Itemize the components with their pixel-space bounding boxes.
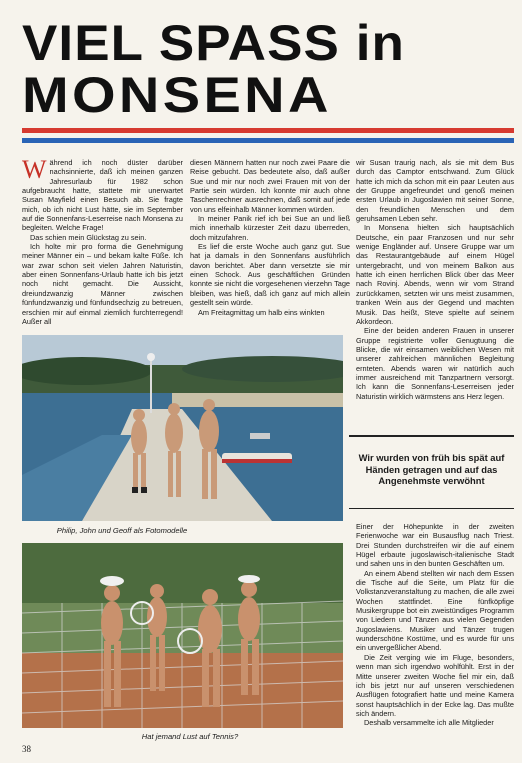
jetty-image <box>22 335 343 521</box>
col1-paragraph-1: ährend ich noch düster darüber nachsinnierte, daß ich meinen ganzen Jahresurlaub für 1982 schon aufgebraucht hatte, stattete mir unerwartet Susan Mayfield einen Besuch ab. Sie fragte mich, ob ich nicht Lust hätte, sie im September auf die Sonnenfans-Leserreise nach Monsena zu begleiten. Welche Frage! <box>22 158 183 233</box>
caption-photo-2: Hat jemand Lust auf Tennis? <box>141 732 239 741</box>
caption-photo-1: Philip, John und Geoff als Fotomodelle <box>56 526 188 535</box>
col1-paragraph-3: Ich holte mir pro forma die Genehmigung meiner Männer ein – und bekam kalte Füße. Ich war zwar schon seit vielen Jahren Naturistin, aber einen Sonnenfans-Urlaub hatte ich bis jetzt noch nicht gemacht. Die Aussicht, dreiundzwanzig Männer zwischen fünfundzwanzig und fünfundsechzig zu betreuen, erschien mir auf einmal ziemlich furchterregend! Außer all <box>22 242 183 326</box>
column-1 <box>22 155 183 326</box>
tennis-image <box>22 543 343 728</box>
subheading-rule-bottom <box>349 508 514 509</box>
column-3-bottom <box>356 522 514 728</box>
headline-line-2: MONSENA <box>22 67 332 123</box>
col3b-paragraph-3: Die Zeit verging wie im Fluge, besonders, wenn man sich irgendwo wohlfühlt. Erst in der Mitte unserer zweiten Woche fiel mir ein, daß ich bis jetzt nur auf unseren verschiedenen Ausflügen fotografiert hatte und meine Kamera sonst hauptsächlich in der Ecke lag. Das mußte sich ändern. <box>356 652 514 718</box>
page-number: 38 <box>22 744 31 754</box>
col2-paragraph-2: In meiner Panik rief ich bei Sue an und ließ mich innerhalb kürzester Zeit dazu überreden, doch mitzufahren. <box>190 214 350 242</box>
col2-paragraph-4: Am Freitagmittag um halb eins winkten <box>198 307 325 317</box>
blue-stripe <box>22 138 514 143</box>
drop-cap: W <box>22 155 47 184</box>
col3b-paragraph-1: Einer der Höhepunkte in der zweiten Ferienwoche war ein Busausflug nach Triest. Drei Stunden durchstreifen wir die auf einem Hügel erbaute jugoslawisch-italienische Stadt und sahen uns in den bunten Geschäften um. <box>356 522 514 569</box>
col2-paragraph-3: Es lief die erste Woche auch ganz gut. Sue hat ja damals in den Sonnenfans ausführlich davon berichtet. Aber dann versetzte sie mir einen Schock. Aus geschäftlichen Gründen konnte sie nicht die vorgesehenen vierzehn Tage bleiben, was hieß, daß ich ganz auf mich allein gestellt sein würde. <box>190 242 350 308</box>
col1-paragraph-2: Das schien mein Glückstag zu sein. <box>30 232 147 242</box>
col3-paragraph-3: Eine der beiden anderen Frauen in unserer Gruppe registrierte voller Genugtuung die Blicke, die wir einsamen weiblichen Wesen mit unserer zahlreichen männlichen Begleitung ernteten. Abends waren wir natürlich auch immer ausreichend mit Tanzpartnern versorgt. Ich kann die Sonnenfans-Leserreisen jeder Naturistin wirklich wärmstens ans Herz legen. <box>356 326 514 401</box>
col3-paragraph-2: In Monsena hielten sich hauptsächlich Deutsche, ein paar Franzosen und nur sehr wenige Engländer auf. Unsere Gruppe war um das Restaurantgebäude auf einem Hügel untergebracht, und von meinem Balkon aus hatte ich einen herrlichen Blick über das Meer nach Rovinj. Abends, wenn wir vom Strand zurückkamen, setzten wir uns meist zusammen, tranken Wein aus der Gegend und machten Musik. Das heißt, Steve spielte auf seinem Akkordeon. <box>356 223 514 326</box>
subheading-rule-top <box>349 435 514 437</box>
photo-jetty <box>22 335 343 521</box>
col3-paragraph-1: wir Susan traurig nach, als sie mit dem Bus durch das Camptor entschwand. Zum Glück hatte ich mich da schon mit ein paar Leuten aus der Gruppe angefreundet und genoß meinen ersten Urlaub in Jugoslawien mit seiner Sonne, den freundlichen Menschen und dem geruhsamen Leben sehr. <box>356 158 514 224</box>
subheading: Wir wurden von früh bis spät auf Händen getragen und auf das Angenehmste verwöhnt <box>358 452 505 487</box>
col2-paragraph-1: diesen Männern hatten nur noch zwei Paare die Reise gebucht. Das bedeutete also, daß außer Sue und mir nur noch zwei Frauen mit von der Partie sein würden. Ich konnte mir auch ohne Taschenrechner ausrechnen, daß somit auf jede von uns elfeinhalb Männer kommen würden. <box>190 158 350 214</box>
column-2 <box>190 158 350 317</box>
column-3-top <box>356 158 514 401</box>
red-stripe <box>22 128 514 133</box>
photo-tennis <box>22 543 343 728</box>
col3b-paragraph-2: An einem Abend stellten wir nach dem Essen die Tische auf die Seite, um Platz für die Volkstanzveranstaltung zu machen, die alle zwei Wochen stattfindet. Eine fünfköpfige Musikergruppe bot ein zweistündiges Programm von Liedern und Tänzen aus vielen Gegenden Jugoslawiens. Musiker und Tänzer trugen wunderschöne Kostüme, und es wurde für uns ein unvergeßlicher Abend. <box>356 568 514 653</box>
col3b-paragraph-4: Deshalb versammelte ich alle Mitglieder <box>364 718 494 728</box>
headline-line-1: VIEL SPASS in <box>22 15 405 71</box>
